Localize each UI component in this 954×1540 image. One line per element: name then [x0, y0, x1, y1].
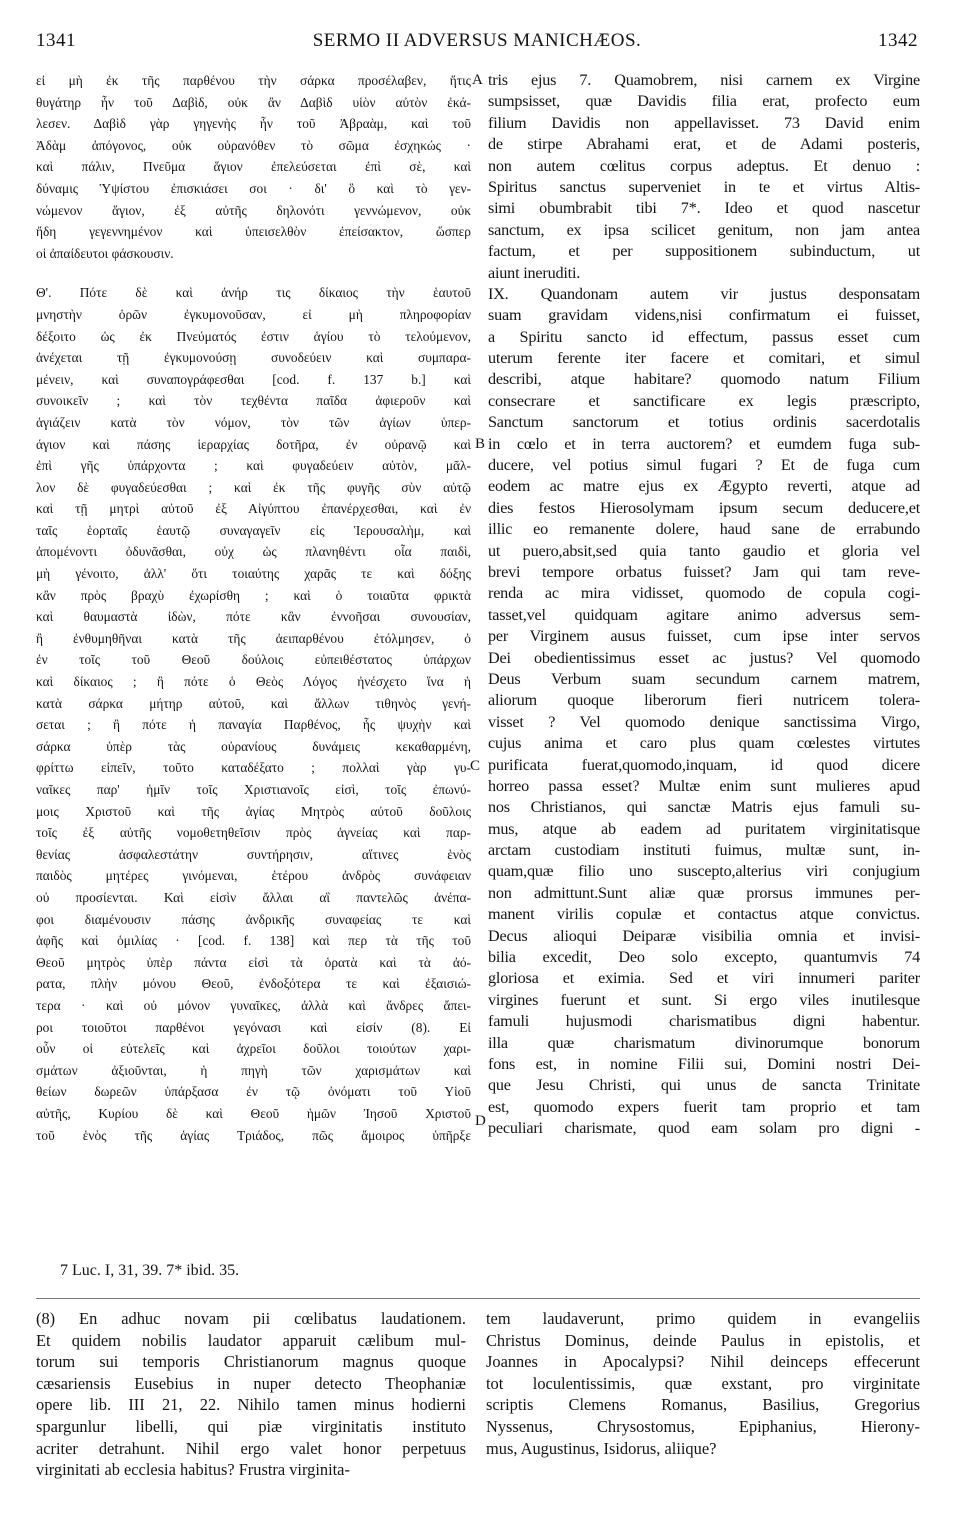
footnote-divider: [36, 1298, 920, 1299]
greek-text-line: δύναμις Ὑψίστου ἐπισκιάσει σοι · δι' ὃ καὶ τὸ γεν-: [36, 180, 471, 196]
greek-text-line: κἂν πρὸς βραχὺ ἐχωρίσθη ; καὶ ὁ τοιαῦτα φρικτὰ: [36, 587, 471, 603]
running-title: SERMO II ADVERSUS MANICHÆOS.: [312, 30, 642, 51]
greek-text-line: καὶ τῇ μητρὶ αὐτοῦ ἐξ Αἰγύπτου ἐπανέρχεσθαι, καὶ ἐν: [36, 501, 471, 517]
footnote-line: cæsariensis Eusebius in nuper detecto Theophaniæ: [36, 1373, 466, 1393]
footnote-line: (8) En adhuc novam pii cœlibatus laudationem.: [36, 1309, 466, 1328]
greek-text-line: οὐ προσίενται. Καὶ εἰσὶν ἄλλαι αἳ παντελῶς ἀνέπα-: [36, 889, 471, 905]
greek-text-line: σάρκα ὑπὲρ τὰς οὐρανίους δυνάμεις κεκαθαρμένη,: [36, 738, 471, 754]
latin-text-line: non autem cœlitus corpus adeptus. Et denuo :: [488, 156, 920, 175]
latin-text-line: famuli hujusmodi charismatibus digni habentur.: [488, 1012, 920, 1031]
greek-text-line: ἐπὶ γῆς ὑπάρχοντα ; καὶ φυγαδεύειν αὐτὸν, μᾶλ-: [36, 458, 471, 474]
greek-text-line: ἁγιάζειν κατὰ τὸν νόμον, τὸν τῶν ἁγίων ὑπερ-: [36, 414, 471, 430]
latin-text-line: dies festos Hierosolymam ipsum secum deducere,et: [488, 498, 920, 517]
latin-text-line: Sanctum sanctorum et totius ordinis sacerdotalis: [488, 413, 920, 432]
greek-text-line: θενίας ἀσφαλεστάτην συντήρησιν, αἵτινες ἑνὸς: [36, 846, 471, 862]
footnote-line: spargunlur libelli, qui piæ virginitatis instituto: [36, 1416, 466, 1436]
latin-text-line: simi obumbrabit tibi 7*. Ideo et quod nascetur: [488, 199, 920, 218]
page-number-left: 1341: [36, 30, 76, 51]
greek-text-line: οἱ ἀπαίδευτοι φάσκουσιν.: [36, 245, 174, 261]
greek-text-line: ναῖκες παρ' ἡμῖν τοῖς Χριστιανοῖς εἰσὶ, τοῖς ἐπωνύ-: [36, 782, 471, 797]
latin-text-line: ducere, vel potius simul fugari ? Et de fuga cum: [488, 456, 920, 475]
greek-text-line: δέξοιτο ὡς ἐκ Πνεύματός ἐστιν ἁγίου τὸ τελούμενον,: [36, 328, 471, 344]
footnote-line: Nyssenus, Chrysostomus, Epiphanius, Hierony-: [486, 1416, 920, 1436]
greek-text-line: σμάτων ἀξιοῦνται, ἡ πηγὴ τῶν χαρισμάτων καὶ: [36, 1062, 471, 1078]
greek-text-line: ἀνέχεται τῇ ἐγκυμονούσῃ συνοδεύειν καὶ συμπαρα-: [36, 350, 471, 366]
latin-text-line: que Jesu Christi, qui unus de sancta Trinitate: [488, 1076, 920, 1095]
latin-text-line: quam,quæ filio uno suscepto,alterius viri conjugium: [488, 862, 920, 881]
latin-text-line: tasset,vel quidquam agitare animo adversus sem-: [488, 605, 920, 624]
greek-text-line: παιδὸς μητέρες γινόμεναι, ἑτέρου ἀνδρὸς συνάφειαν: [36, 868, 471, 884]
latin-text-line: bilia excedit, Deo solo excepto, quantumvis 74: [488, 948, 920, 967]
footnote-line: tot loculentissimis, quæ exstant, pro virginitate: [486, 1373, 920, 1393]
latin-text-line: purificata fuerat,quomodo,inquam, id quod dicere: [488, 755, 920, 774]
latin-text-line: eodem ac matre ejus ex Ægypto reverti, atque ad: [488, 477, 920, 496]
latin-text-line: aliorum quoque liberorum fieri nutricem tolera-: [488, 691, 920, 710]
greek-text-line: σεται ; ἢ πότε ἡ παναγία Παρθένος, ἧς ψυχὴν καὶ: [36, 717, 471, 733]
greek-text-line: καὶ δίκαιος ; ἢ πότε ὁ Θεὸς Λόγος ἠνέσχετο ἵνα ἡ: [36, 674, 471, 690]
latin-column: [488, 70, 920, 1140]
greek-text-line: φοι διαμένουσιν πάσης ἀνδρικῆς συναφείας τε καὶ: [36, 911, 471, 927]
greek-text-line: ἀφῆς καὶ ὁμιλίας · [cod. f. 138] καὶ περ τὰ τῆς τοῦ: [36, 933, 471, 949]
latin-text-line: sumpsisset, quæ Davidis filia erat, profecto eum: [488, 92, 920, 111]
latin-text-line: filium Davidis non appellavisset. 73 David enim: [488, 113, 920, 132]
greek-text-line: καὶ πάλιν, Πνεῦμα ἅγιον ἐπελεύσεται ἐπὶ σὲ, καὶ: [36, 159, 471, 175]
latin-text-line: non admittunt.Sunt aliæ quæ prorsus immunes per-: [488, 883, 920, 902]
latin-text-line: consecrare et sanctificare ex legis præscripto,: [488, 391, 920, 410]
latin-text-line: mus, atque ab eadem ad puritatem virginitatisque: [488, 819, 920, 838]
greek-text-line: καὶ θαυμαστὰ ἰδὼν, πότε κἂν ἐννοῆσαι συνουσίαν,: [36, 609, 471, 625]
greek-text-line: συνοικεῖν ; καὶ τὸν τεχθέντα παῖδα ἀφιεροῦν καὶ: [36, 393, 471, 409]
footnote-line: virginitati ab ecclesia habitus? Frustra virginita-: [36, 1460, 350, 1480]
greek-text-line: τοῖς ἐξ αὐτῆς νομοθετηθεῖσιν πρὸς ἁγνείας καὶ παρ-: [36, 825, 471, 841]
footnote-line: Et quidem nobilis laudator apparuit cælibum mul-: [36, 1330, 466, 1350]
scripture-references: 7 Luc. I, 31, 39. 7* ibid. 35.: [60, 1262, 240, 1279]
running-header: [36, 30, 918, 60]
margin-marker-a: A: [472, 72, 483, 88]
latin-text-line: renda ac mira vidisset, quomodo de copula cogi-: [488, 584, 920, 603]
latin-text-line: virgines fuerunt et sunt. Si ergo viles inutilesque: [488, 990, 920, 1009]
latin-text-line: sanctum, ex ipsa scilicet genitum, non jam antea: [488, 220, 920, 239]
greek-text-line: τερα · καὶ οὐ μόνον γυναῖκες, ἀλλὰ καὶ ἄνδρες ἄπει-: [36, 997, 471, 1013]
greek-text-line: ροι τοιοῦτοι παρθένοι γεγόνασι καὶ εἰσίν (8). Εἰ: [36, 1019, 471, 1035]
latin-text-line: aiunt ineruditi.: [488, 263, 581, 282]
greek-text-line: μὴ γένοιτο, ἀλλ' ὅτι τοιαύτης χαρᾶς τε καὶ δόξης: [36, 566, 471, 582]
margin-marker-b: B: [475, 436, 486, 452]
greek-text-line: λεσεν. Δαβὶδ γὰρ γηγενὴς ἦν τοῦ Ἀβραὰμ, καὶ τοῦ: [36, 116, 471, 132]
latin-text-line: arctam custodiam instituti fuimus, multæ sunt, in-: [488, 841, 920, 860]
latin-text-line: de stirpe Abrahami erat, et de Adami posteris,: [488, 135, 920, 154]
paragraph-gap: [36, 264, 471, 282]
latin-text-line: a Spiritu sancto id effectum, passus esset cum: [488, 327, 920, 346]
footnote-line: Joannes in Apocalypsi? Nihil deinceps effecerunt: [486, 1352, 920, 1372]
latin-text-line: peculiari charismate, quod eam solam pro digni -: [488, 1119, 920, 1138]
latin-text-line: describi, atque habitare? quomodo natum Filium: [488, 370, 920, 389]
greek-text-line: τοῦ ἑνὸς τῆς ἁγίας Τριάδος, πῶς ἄμοιρος ὑπῆρξε: [36, 1127, 471, 1143]
latin-text-line: illic eo remanente dolere, haud sane de errabundo: [488, 520, 920, 539]
footnote-line: acriter detrahunt. Nihil ergo valet honor perpetuus: [36, 1438, 466, 1458]
greek-text-line: μνηστὴν ὁρῶν ἐγκυμονοῦσαν, εἰ μὴ πληροφορίαν: [36, 306, 471, 322]
latin-text-line: Spiritus sanctus superveniet in te et virtus Altis-: [488, 177, 920, 196]
footnote-line: scriptis Clemens Romanus, Basilius, Gregorius: [486, 1395, 920, 1415]
footnote-right-column: [486, 1308, 920, 1459]
footnote-line: torum sui temporis Christianorum magnus quoque: [36, 1352, 466, 1372]
latin-text-line: manent virilis copulæ et contactus atque convictus.: [488, 905, 920, 924]
latin-text-line: gloriosa et eximia. Sed et viri innumeri pariter: [488, 969, 920, 988]
latin-text-line: visset ? Vel quomodo denique sanctissima Virgo,: [488, 712, 920, 731]
footnote-line: tem laudaverunt, primo quidem in evangeliis: [486, 1309, 920, 1328]
greek-column: [36, 70, 471, 1146]
latin-text-line: illa quæ charismatum divinorumque bonorum: [488, 1033, 920, 1052]
greek-text-line: θείων δωρεῶν ὑπάρξασα ἐν τῷ ὀνόματι τοῦ Υἱοῦ: [36, 1084, 471, 1100]
latin-text-line: factum, et per suppositionem subinductum, ut: [488, 242, 920, 261]
latin-text-line: tris ejus 7. Quamobrem, nisi carnem ex Virgine: [488, 71, 920, 89]
greek-text-line: φρίττω εἰπεῖν, τοῦτο καταδέξατο ; πολλαὶ γὰρ γυ-: [36, 760, 471, 776]
margin-marker-c: C: [470, 758, 481, 774]
greek-text-line: ρατα, πλὴν μόνου Θεοῦ, ἐνδοξότερα τε καὶ ἐξαισιώ-: [36, 976, 471, 992]
footnote-left-column: [36, 1308, 466, 1481]
greek-text-line: ἤδη γεγεννημένον καὶ ὑπεισελθὸν ἐπείσακτον, ὥσπερ: [36, 224, 471, 240]
greek-text-line: Θ'. Πότε δὲ καὶ ἀνήρ τις δίκαιος τὴν ἑαυτοῦ: [36, 285, 471, 301]
footnote-line: opere lib. III 21, 22. Nihilo tamen minus hodierni: [36, 1395, 466, 1415]
footnote-line: mus, Augustinus, Isidorus, aliique?: [486, 1438, 717, 1458]
greek-text-line: ταῖς ἑορταῖς ἑαυτῷ συναγαγεῖν εἰς Ἱερουσαλὴμ, καὶ: [36, 522, 471, 538]
latin-text-line: IX. Quandonam autem vir justus desponsatam: [488, 284, 920, 303]
greek-text-line: αὐτῆς, Κυρίου δὲ καὶ Θεοῦ ἡμῶν Ἰησοῦ Χριστοῦ: [36, 1105, 471, 1121]
page-number-right: 1342: [878, 30, 918, 51]
greek-text-line: Ἀδὰμ ἀπόγονος, οὐκ οὐρανόθεν τὸ σῶμα ἐσχηκώς ·: [36, 137, 471, 153]
latin-text-line: fons est, in nomine Filii sui, Domini nostri Dei-: [488, 1054, 920, 1073]
latin-text-line: ut puero,absit,sed quia tanto gaudio et gloria vel: [488, 541, 920, 560]
greek-text-line: ἢ ἐνθυμηθῆναι κατὰ τῆς ἀειπαρθένου ἐτόλμησεν, ὁ: [36, 630, 471, 646]
greek-text-line: λον δὲ φυγαδεύεσθαι ; καὶ ἐκ τῆς φυγῆς σὺν αὐτῷ: [36, 479, 471, 495]
latin-text-line: brevi tempore orbatus fuisset? Jam qui tam reve-: [488, 562, 920, 581]
latin-text-line: Dei obedientissimus esset ac justus? Vel quomodo: [488, 648, 920, 667]
latin-text-line: suam gravidam videns,nisi confirmatum ei fuisset,: [488, 306, 920, 325]
latin-text-line: Decus alioqui Deiparæ visibilia omnia et invisi-: [488, 926, 920, 945]
greek-text-line: κατὰ σάρκα μήτηρ αὐτοῦ, καὶ ἄλλων τιθηνὸς γενή-: [36, 695, 471, 711]
latin-text-line: horreo passa esset? Multæ enim sunt mulieres apud: [488, 776, 920, 795]
footnote-line: Christus Dominus, deinde Paulus in epistolis, et: [486, 1330, 920, 1350]
latin-text-line: est, quomodo expers fuerit tam proprio et tam: [488, 1097, 920, 1116]
latin-text-line: in cœlo et in terra auctorem? et eumdem fuga sub-: [488, 434, 920, 453]
greek-text-line: Θεοῦ μητρὸς ὑπὲρ πάντα εἰσὶ τὰ ὁρατὰ καὶ τὰ ἀό-: [36, 954, 471, 970]
greek-text-line: άγιον καὶ πάσης ἱεραρχίας δοτῆρα, ἐν οὐρανῷ καὶ: [36, 436, 471, 452]
latin-text-line: per Virginem ausus fuisset, cum ipse inter servos: [488, 627, 920, 646]
greek-text-line: μένειν, καὶ συναπογράφεσθαι [cod. f. 137 b.] καὶ: [36, 371, 471, 387]
greek-text-line: θυγάτηρ ἦν τοῦ Δαβὶδ, οὐκ ἂν Δαβὶδ υἱὸν αὐτὸν ἐκά-: [36, 94, 471, 110]
latin-text-line: cujus anima et caro plus quam cœlestes virtutes: [488, 734, 920, 753]
margin-marker-d: D: [475, 1113, 486, 1129]
latin-text-line: uterum ferente iter facere et comitari, et simul: [488, 349, 920, 368]
greek-text-line: οὖν οἱ εὐτελεῖς καὶ ἀχρεῖοι δοῦλοι τοιούτων χαρι-: [36, 1041, 471, 1057]
greek-text-line: ἀπομένοντι ὀδυνᾶσθαι, οὐχ ὡς πλανηθέντι οἷα παιδὶ,: [36, 544, 471, 560]
latin-text-line: nos Christianos, qui sanctæ Matris ejus famuli su-: [488, 798, 920, 817]
greek-text-line: εἰ μὴ ἐκ τῆς παρθένου τὴν σάρκα προσέλαβεν, ἥτις: [36, 73, 471, 88]
latin-text-line: Deus Verbum suam secundum carnem matrem,: [488, 669, 920, 688]
greek-text-line: ἐν τοῖς τοῦ Θεοῦ δούλοις εὐπειθέστατος ὑπάρχων: [36, 652, 471, 668]
greek-text-line: μοις Χριστοῦ καὶ τῆς ἁγίας Μητρὸς αὐτοῦ δοῦλοις: [36, 803, 471, 819]
greek-text-line: νώμενον ἅγιον, ἐξ αὐτῆς δηλονότι γεννώμενον, οὐκ: [36, 202, 471, 218]
